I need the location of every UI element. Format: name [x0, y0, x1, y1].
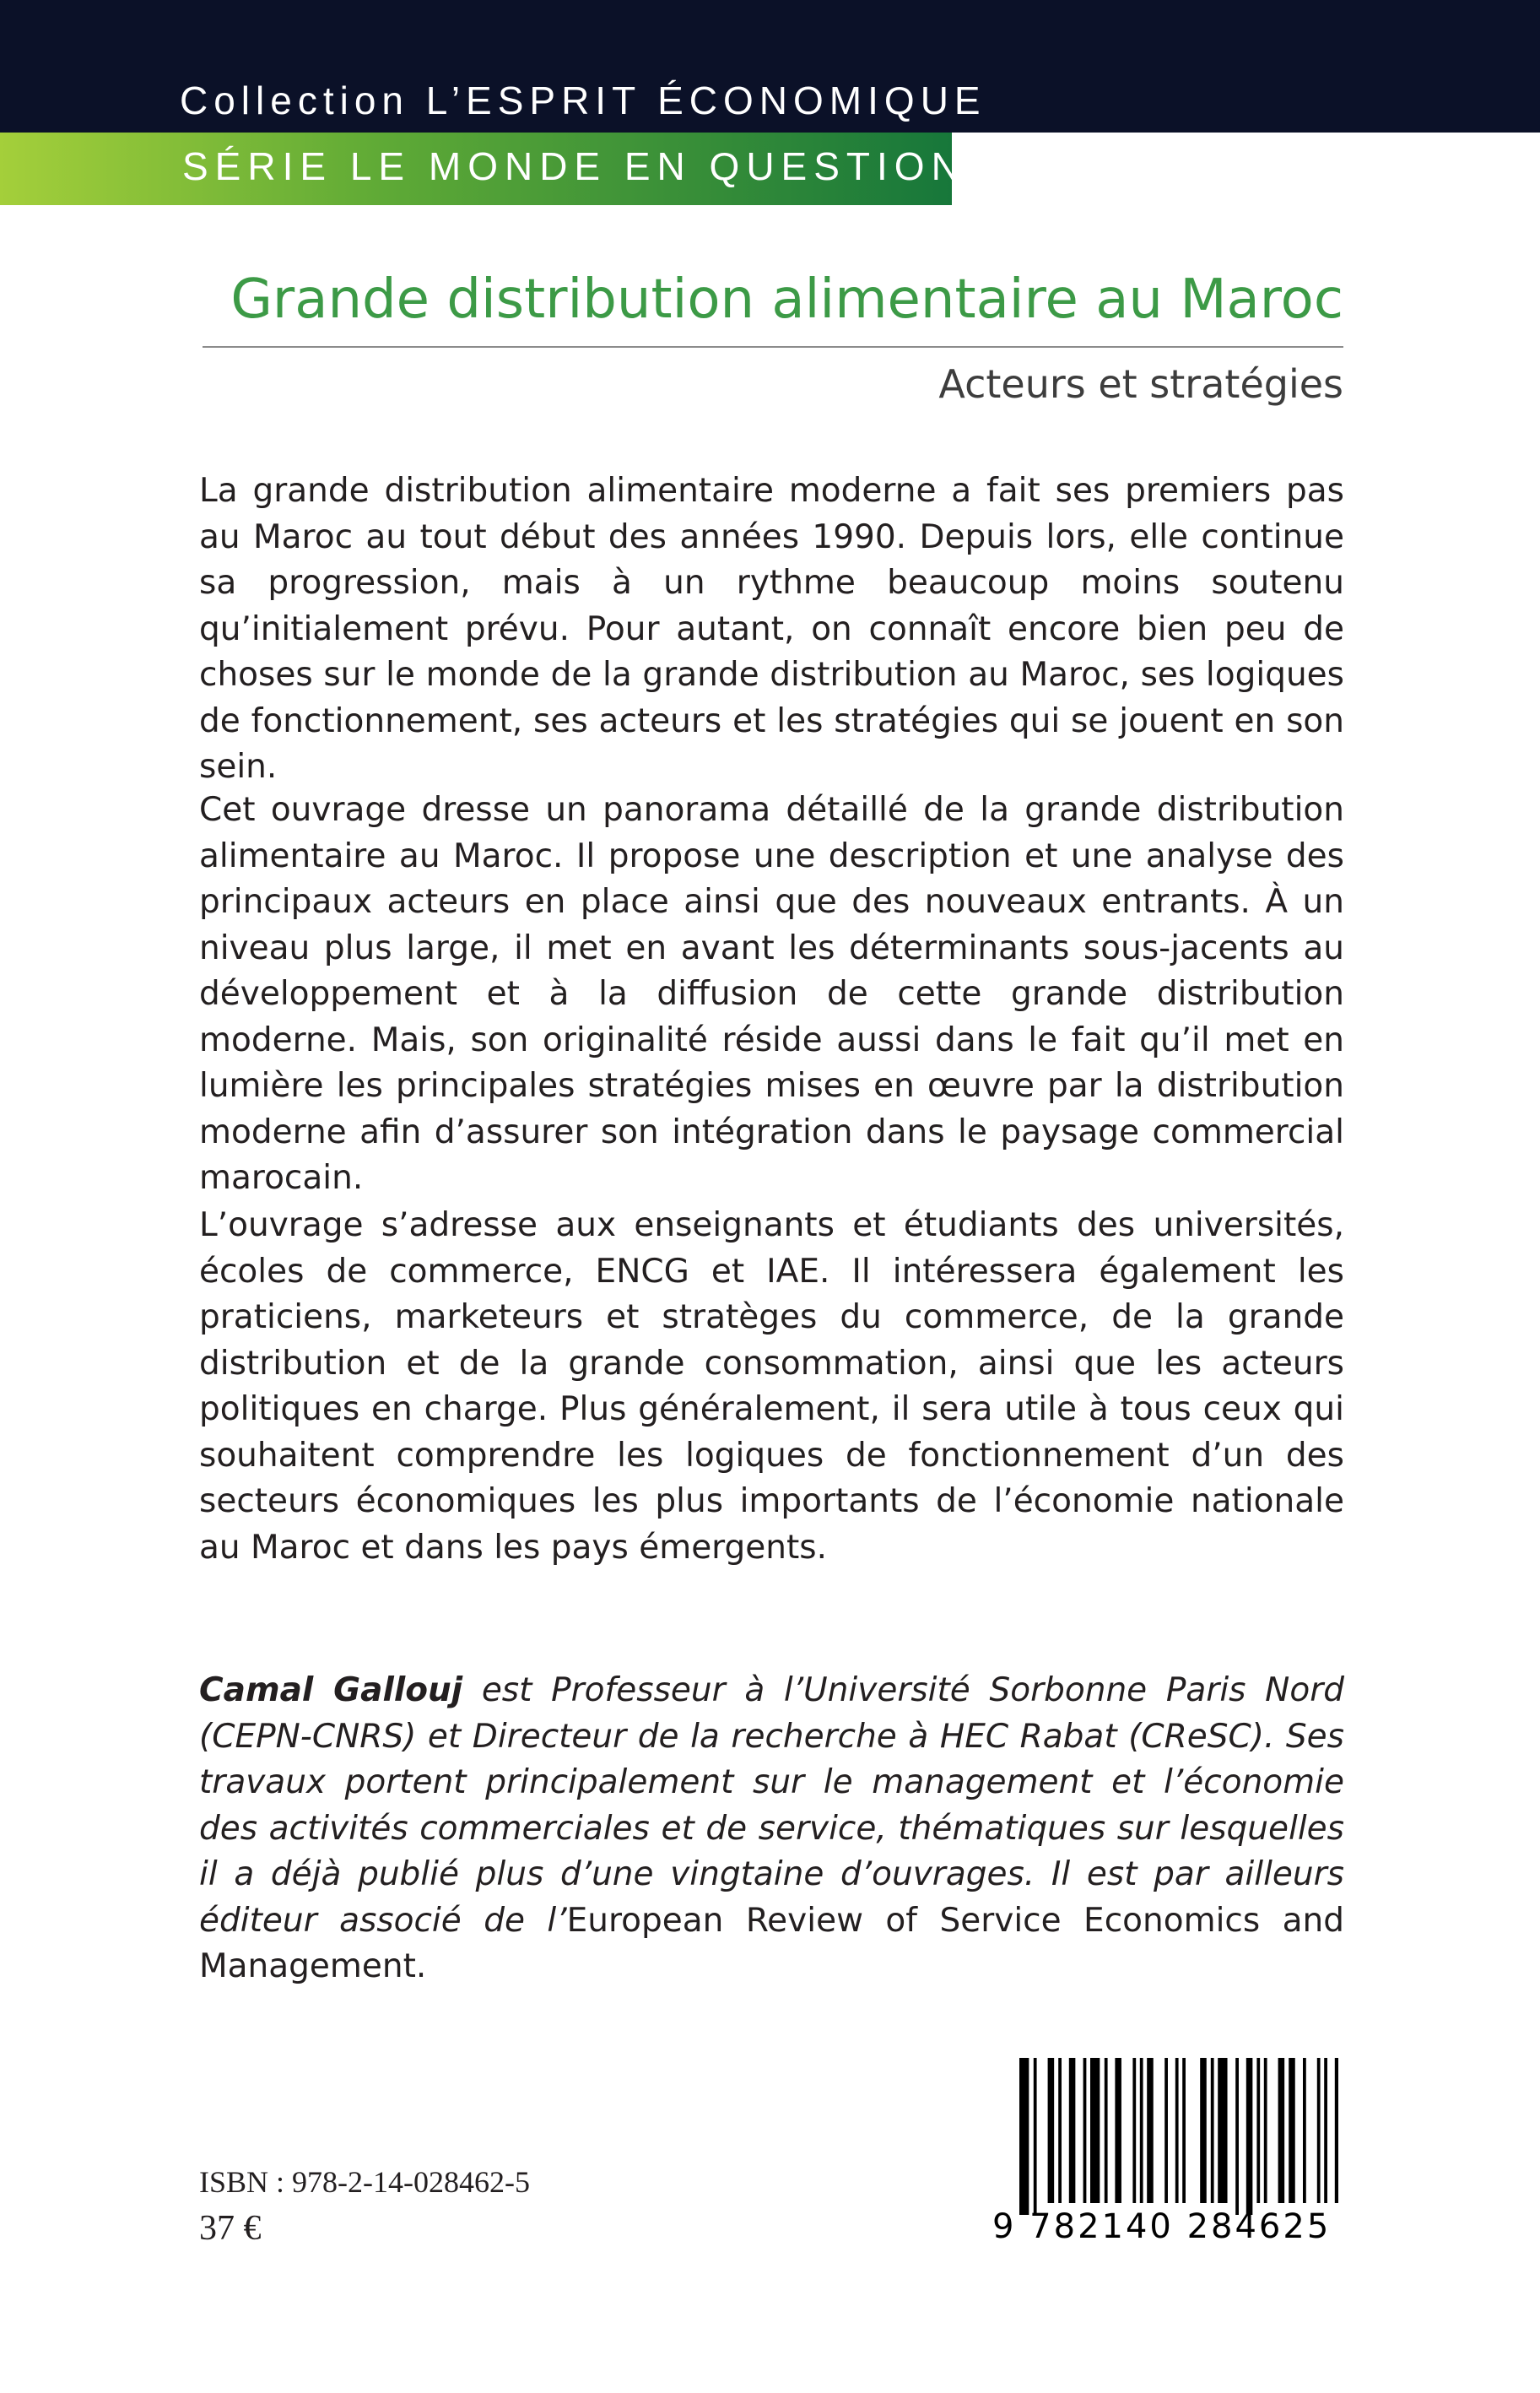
- barcode-bar: [1132, 2058, 1136, 2203]
- barcode-digits: 9 782140 284625: [992, 2207, 1332, 2246]
- barcode-bar: [1090, 2058, 1100, 2203]
- barcode-bar: [1324, 2058, 1327, 2203]
- barcode-bar: [1058, 2058, 1062, 2203]
- barcode-bar: [1303, 2058, 1306, 2203]
- author-bio: [199, 1668, 1344, 1990]
- barcode-bar: [1218, 2058, 1227, 2203]
- series-label: SÉRIE LE MONDE EN QUESTION: [182, 144, 966, 188]
- barcode-bar: [1147, 2058, 1154, 2203]
- barcode-bar: [1182, 2058, 1186, 2203]
- book-subtitle: Acteurs et stratégies: [938, 361, 1343, 407]
- barcode-bar: [1115, 2058, 1121, 2203]
- isbn: ISBN : 978-2-14-028462-5: [199, 2165, 530, 2199]
- barcode-bar: [1048, 2058, 1055, 2203]
- barcode-bar: [1164, 2058, 1168, 2203]
- book-title: Grande distribution alimentaire au Maroc: [230, 268, 1343, 331]
- collection-label: Collection L’ESPRIT ÉCONOMIQUE: [180, 79, 986, 122]
- barcode-bar: [1140, 2058, 1143, 2203]
- barcode-bar: [1069, 2058, 1076, 2203]
- barcode-bar: [1019, 2058, 1029, 2215]
- barcode-bar: [1317, 2058, 1321, 2203]
- barcode-bar: [1289, 2058, 1295, 2203]
- barcode-bar: [1105, 2058, 1108, 2203]
- barcode-bar: [1083, 2058, 1087, 2203]
- barcode-bar: [1200, 2058, 1207, 2203]
- journal-name: European Review of Service Economics and Management.: [199, 1901, 1344, 1985]
- author-name: Camal Gallouj: [199, 1671, 463, 1709]
- barcode-bar: [1175, 2058, 1179, 2203]
- barcode-bars: [1018, 2058, 1338, 2218]
- barcode-bar: [1034, 2058, 1037, 2215]
- barcode: [992, 2051, 1343, 2262]
- barcode-bar: [1246, 2058, 1253, 2215]
- barcode-bar: [1235, 2058, 1239, 2215]
- barcode-bar: [1211, 2058, 1214, 2203]
- author-bio-text: est Professeur à l’Université Sorbonne Paris Nord (CEPN-CNRS) et Directeur de la recherche à HEC Rabat (CReSC). Ses travaux portent principalement sur le management et l’économie des activités commerciales et de service, thématiques sur lesquelles il a déjà publié plus d’une vingtaine d’ouvrages. Il est par ailleurs éditeur associé de l’: [199, 1671, 1344, 1940]
- title-divider: [203, 346, 1343, 348]
- price: 37 €: [199, 2209, 262, 2248]
- barcode-bar: [1278, 2058, 1285, 2203]
- summary-paragraph-2: Cet ouvrage dresse un panorama détaillé de la grande distribution alimentaire au Maroc. Il propose une description et une analyse des principaux acteurs en place ainsi que des nouveaux entrants. À un niveau plus large, il met en avant les déterminants sous-jacents au développement et à la diffusion de cette grande distribution moderne. Mais, son originalité réside aussi dans le fait qu’il met en lumière les principales stratégies mises en œuvre par la distribution moderne afin d’assurer son intégration dans le paysage commercial marocain.: [199, 791, 1344, 1197]
- summary-paragraph-1: La grande distribution alimentaire moderne a fait ses premiers pas au Maroc au tout début des années 1990. Depuis lors, elle continue sa progression, mais à un rythme beaucoup moins soutenu qu’initialement prévu. Pour autant, on connaît encore bien peu de choses sur le monde de la grande distribution au Maroc, ses logiques de fonctionnement, ses acteurs et les stratégies qui se jouent en son sein.: [199, 472, 1344, 786]
- barcode-bar: [1335, 2058, 1338, 2203]
- summary-paragraph-3: L’ouvrage s’adresse aux enseignants et étudiants des universités, écoles de commerce, ENCG et IAE. Il intéressera également les praticiens, marketeurs et stratèges du commerce, de la grande distribution et de la grande consommation, ainsi que les acteurs politiques en charge. Plus généralement, il sera utile à tous ceux qui souhaitent comprendre les logiques de fonctionnement d’un des secteurs économiques les plus importants de l’économie nationale au Maroc et dans les pays émergents.: [199, 1206, 1344, 1567]
- barcode-bar: [1256, 2058, 1260, 2203]
- barcode-bar: [1264, 2058, 1267, 2203]
